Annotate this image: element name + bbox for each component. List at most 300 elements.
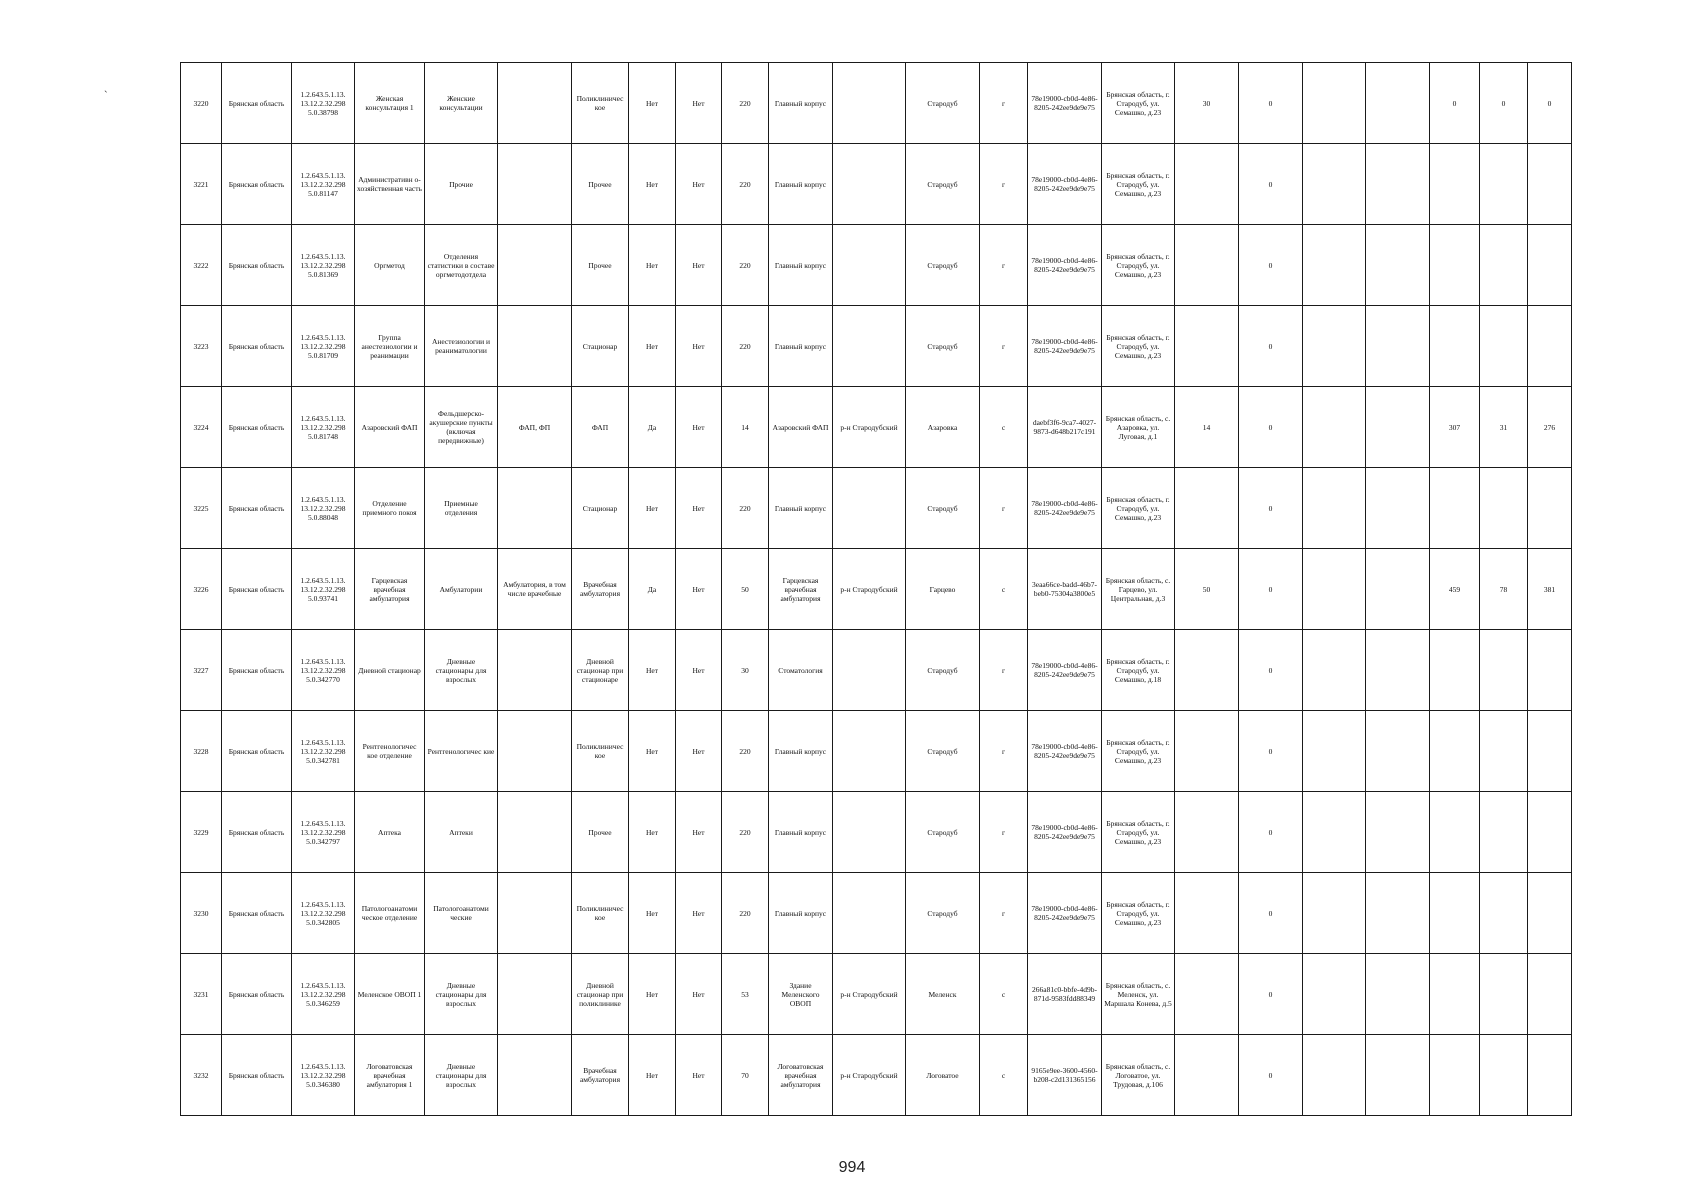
table-cell: Брянская область — [222, 873, 292, 954]
table-cell — [498, 144, 572, 225]
table-cell: Стародуб — [906, 144, 980, 225]
table-cell: Брянская область — [222, 306, 292, 387]
table-cell: 1.2.643.5.1.13. 13.12.2.32.298 5.0.342770 — [292, 630, 355, 711]
table-cell — [1480, 711, 1528, 792]
table-cell — [1303, 711, 1366, 792]
table-cell: 3231 — [181, 954, 222, 1035]
table-cell: Брянская область, г. Стародуб, ул. Семашко, д.23 — [1102, 711, 1175, 792]
table-cell: р-н Стародубский — [833, 1035, 906, 1116]
table-cell: Главный корпус — [769, 792, 833, 873]
table-cell: Брянская область, с. Гарцево, ул. Центральная, д.3 — [1102, 549, 1175, 630]
table-row — [181, 387, 1572, 468]
table-cell — [1430, 792, 1480, 873]
table-cell: Нет — [676, 387, 722, 468]
table-cell — [1430, 711, 1480, 792]
table-cell: Брянская область, г. Стародуб, ул. Семашко, д.18 — [1102, 630, 1175, 711]
table-cell: 220 — [722, 711, 769, 792]
table-cell — [1480, 144, 1528, 225]
table-cell: 78e19000-cb0d-4e86-8205-242ee9de9e75 — [1028, 630, 1102, 711]
table-cell: Главный корпус — [769, 144, 833, 225]
table-cell: Поликлиничес кое — [572, 711, 629, 792]
table-cell: Амбулатории — [425, 549, 498, 630]
table-row — [181, 225, 1572, 306]
table-cell — [1366, 549, 1430, 630]
table-cell: 0 — [1239, 954, 1303, 1035]
table-cell: 0 — [1480, 63, 1528, 144]
table-cell: Нет — [676, 873, 722, 954]
table-cell: Главный корпус — [769, 63, 833, 144]
table-cell: Стародуб — [906, 792, 980, 873]
table-cell: Брянская область, г. Стародуб, ул. Семашко, д.23 — [1102, 63, 1175, 144]
table-cell — [1303, 630, 1366, 711]
table-cell — [1366, 954, 1430, 1035]
table-cell: 1.2.643.5.1.13. 13.12.2.32.298 5.0.93741 — [292, 549, 355, 630]
table-cell: 3225 — [181, 468, 222, 549]
table-cell — [1303, 1035, 1366, 1116]
table-cell: Нет — [676, 225, 722, 306]
table-cell — [1303, 468, 1366, 549]
table-cell — [1528, 225, 1572, 306]
table-cell — [498, 225, 572, 306]
table-cell — [1480, 954, 1528, 1035]
table-cell: г — [980, 630, 1028, 711]
table-cell — [1366, 387, 1430, 468]
table-cell: Отделение приемного покоя — [355, 468, 425, 549]
table-cell: Нет — [676, 630, 722, 711]
table-cell — [1303, 144, 1366, 225]
table-cell: 0 — [1239, 225, 1303, 306]
table-cell: 0 — [1239, 711, 1303, 792]
table-cell: 3228 — [181, 711, 222, 792]
table-cell — [1480, 792, 1528, 873]
table-row — [181, 792, 1572, 873]
table-cell: Главный корпус — [769, 711, 833, 792]
table-cell — [1366, 792, 1430, 873]
table-cell: Административн о-хозяйственная часть — [355, 144, 425, 225]
table-cell — [1175, 306, 1239, 387]
table-cell: 3eaa66ce-badd-46b7-beb0-75304a3800e5 — [1028, 549, 1102, 630]
table-cell: 1.2.643.5.1.13. 13.12.2.32.298 5.0.81369 — [292, 225, 355, 306]
table-cell: с — [980, 1035, 1028, 1116]
table-cell: Брянская область — [222, 468, 292, 549]
table-cell: 220 — [722, 792, 769, 873]
table-cell — [498, 468, 572, 549]
table-cell — [1175, 630, 1239, 711]
table-cell — [1303, 873, 1366, 954]
table-cell: с — [980, 387, 1028, 468]
table-cell: г — [980, 792, 1028, 873]
table-cell — [1528, 1035, 1572, 1116]
table-cell — [498, 792, 572, 873]
table-cell: Главный корпус — [769, 468, 833, 549]
table-cell: Гарцевская врачебная амбулатория — [355, 549, 425, 630]
table-cell: Меленск — [906, 954, 980, 1035]
table-cell: Дневной стационар при стационаре — [572, 630, 629, 711]
table-cell — [1528, 954, 1572, 1035]
table-cell: 220 — [722, 144, 769, 225]
table-row — [181, 549, 1572, 630]
table-cell: 3229 — [181, 792, 222, 873]
table-cell: Нет — [676, 792, 722, 873]
table-cell: Нет — [629, 1035, 676, 1116]
table-cell: 0 — [1239, 63, 1303, 144]
table-cell: Брянская область — [222, 225, 292, 306]
table-cell — [1480, 1035, 1528, 1116]
table-cell — [1303, 549, 1366, 630]
table-cell: 3221 — [181, 144, 222, 225]
table-cell: Дневные стационары для взрослых — [425, 1035, 498, 1116]
table-cell — [1366, 225, 1430, 306]
table-cell — [1528, 144, 1572, 225]
table-row — [181, 468, 1572, 549]
table-cell — [1480, 630, 1528, 711]
table-cell — [833, 63, 906, 144]
table-cell: 1.2.643.5.1.13. 13.12.2.32.298 5.0.342797 — [292, 792, 355, 873]
table-cell: Брянская область — [222, 711, 292, 792]
table-row — [181, 1035, 1572, 1116]
table-cell: г — [980, 225, 1028, 306]
table-cell: 1.2.643.5.1.13. 13.12.2.32.298 5.0.88048 — [292, 468, 355, 549]
table-cell: 3230 — [181, 873, 222, 954]
table-cell — [1366, 1035, 1430, 1116]
table-cell: Азаровка — [906, 387, 980, 468]
table-cell — [1480, 468, 1528, 549]
table-cell: Аптеки — [425, 792, 498, 873]
table-cell: Да — [629, 549, 676, 630]
table-cell: Врачебная амбулатория — [572, 549, 629, 630]
table-row — [181, 711, 1572, 792]
table-cell: 78e19000-cb0d-4e86-8205-242ee9de9e75 — [1028, 306, 1102, 387]
table-cell — [498, 954, 572, 1035]
table-cell: Нет — [629, 468, 676, 549]
table-cell: Прочее — [572, 225, 629, 306]
table-cell — [498, 1035, 572, 1116]
table-row — [181, 306, 1572, 387]
table-cell: 0 — [1239, 873, 1303, 954]
table-cell: Нет — [629, 873, 676, 954]
table-cell: р-н Стародубский — [833, 954, 906, 1035]
table-cell — [1366, 468, 1430, 549]
table-cell — [1366, 711, 1430, 792]
table-cell: 9165e9ee-3600-4560-b208-c2d131365156 — [1028, 1035, 1102, 1116]
table-cell — [1175, 711, 1239, 792]
table-cell — [1430, 144, 1480, 225]
table-row — [181, 873, 1572, 954]
table-cell — [1430, 1035, 1480, 1116]
table-cell — [1528, 873, 1572, 954]
table-cell: Прочее — [572, 144, 629, 225]
table-cell: Нет — [676, 144, 722, 225]
table-cell: г — [980, 306, 1028, 387]
table-cell: 1.2.643.5.1.13. 13.12.2.32.298 5.0.81147 — [292, 144, 355, 225]
table-cell: 381 — [1528, 549, 1572, 630]
table-cell: Нет — [629, 225, 676, 306]
table-cell — [1303, 954, 1366, 1035]
table-cell: Брянская область — [222, 1035, 292, 1116]
table-cell — [1430, 225, 1480, 306]
table-cell: ФАП — [572, 387, 629, 468]
table-cell: 0 — [1239, 549, 1303, 630]
table-cell: Азаровский ФАП — [355, 387, 425, 468]
table-cell: 30 — [722, 630, 769, 711]
table-row — [181, 144, 1572, 225]
table-cell — [498, 306, 572, 387]
table-cell: Брянская область, с. Азаровка, ул. Луговая, д.1 — [1102, 387, 1175, 468]
table-cell — [833, 711, 906, 792]
table-cell: Меленское ОВОП 1 — [355, 954, 425, 1035]
table-cell: с — [980, 549, 1028, 630]
table-cell: Брянская область, г. Стародуб, ул. Семашко, д.23 — [1102, 225, 1175, 306]
table-cell: Стародуб — [906, 63, 980, 144]
table-cell: 0 — [1239, 306, 1303, 387]
table-cell: Брянская область — [222, 792, 292, 873]
table-cell: Стоматология — [769, 630, 833, 711]
table-cell: Азаровский ФАП — [769, 387, 833, 468]
table-cell: Нет — [629, 711, 676, 792]
table-cell: Нет — [676, 1035, 722, 1116]
table-cell: р-н Стародубский — [833, 549, 906, 630]
table-cell: 50 — [722, 549, 769, 630]
table-cell: Женская консультация 1 — [355, 63, 425, 144]
table-cell: Нет — [676, 468, 722, 549]
table-cell: Анестезиологии и реаниматологии — [425, 306, 498, 387]
table-row — [181, 63, 1572, 144]
table-cell — [1175, 873, 1239, 954]
table-cell: 0 — [1239, 387, 1303, 468]
table-cell — [1303, 225, 1366, 306]
table-cell: daebf3f6-9ca7-4027-9873-d648b217c191 — [1028, 387, 1102, 468]
table-cell: р-н Стародубский — [833, 387, 906, 468]
table-cell: г — [980, 711, 1028, 792]
table-cell: Нет — [629, 954, 676, 1035]
table-cell — [1175, 144, 1239, 225]
table-cell: 78e19000-cb0d-4e86-8205-242ee9de9e75 — [1028, 711, 1102, 792]
table-cell: 30 — [1175, 63, 1239, 144]
table-cell — [833, 792, 906, 873]
table-cell: Главный корпус — [769, 306, 833, 387]
table-cell: Главный корпус — [769, 873, 833, 954]
table-cell: Оргметод — [355, 225, 425, 306]
table-cell: Логоватое — [906, 1035, 980, 1116]
table-cell: Логоватовская врачебная амбулатория 1 — [355, 1035, 425, 1116]
table-cell: Аптека — [355, 792, 425, 873]
table-cell — [1528, 792, 1572, 873]
table-cell: 0 — [1239, 792, 1303, 873]
table-cell: 220 — [722, 306, 769, 387]
table-cell: Амбулатория, в том числе врачебные — [498, 549, 572, 630]
table-cell: 0 — [1239, 630, 1303, 711]
table-cell: 14 — [1175, 387, 1239, 468]
table-row — [181, 630, 1572, 711]
table-cell: Нет — [629, 630, 676, 711]
table-cell: 0 — [1239, 468, 1303, 549]
table-cell: 1.2.643.5.1.13. 13.12.2.32.298 5.0.346380 — [292, 1035, 355, 1116]
table-cell: Патологоанатоми ческое отделение — [355, 873, 425, 954]
table-cell: Стародуб — [906, 306, 980, 387]
table-cell: 50 — [1175, 549, 1239, 630]
table-cell: 220 — [722, 225, 769, 306]
table-cell — [1528, 711, 1572, 792]
table-cell: 78e19000-cb0d-4e86-8205-242ee9de9e75 — [1028, 468, 1102, 549]
table-cell: 1.2.643.5.1.13. 13.12.2.32.298 5.0.342805 — [292, 873, 355, 954]
table-cell: 14 — [722, 387, 769, 468]
table-cell: 1.2.643.5.1.13. 13.12.2.32.298 5.0.38798 — [292, 63, 355, 144]
table-cell: 78e19000-cb0d-4e86-8205-242ee9de9e75 — [1028, 144, 1102, 225]
table-cell: 220 — [722, 873, 769, 954]
table-cell — [1366, 873, 1430, 954]
table-row — [181, 954, 1572, 1035]
table-cell: Прочее — [572, 792, 629, 873]
table-cell: Брянская область, г. Стародуб, ул. Семашко, д.23 — [1102, 873, 1175, 954]
table-cell: 1.2.643.5.1.13. 13.12.2.32.298 5.0.342781 — [292, 711, 355, 792]
table-cell: Фельдшерско-акушерские пункты (включая передвижные) — [425, 387, 498, 468]
table-cell: Да — [629, 387, 676, 468]
table-cell — [1175, 1035, 1239, 1116]
table-cell: 78 — [1480, 549, 1528, 630]
table-cell: 3220 — [181, 63, 222, 144]
table-cell: Рентгенологичес кие — [425, 711, 498, 792]
table-cell: 220 — [722, 468, 769, 549]
table-cell — [1303, 306, 1366, 387]
table-cell: г — [980, 873, 1028, 954]
table-cell: Прочие — [425, 144, 498, 225]
table-cell: г — [980, 468, 1028, 549]
table-cell — [1366, 63, 1430, 144]
table-cell: 1.2.643.5.1.13. 13.12.2.32.298 5.0.81709 — [292, 306, 355, 387]
table-cell: Патологоанатоми ческие — [425, 873, 498, 954]
table-cell — [1528, 468, 1572, 549]
table-cell: Нет — [629, 792, 676, 873]
table-cell — [1430, 306, 1480, 387]
table-cell — [1528, 306, 1572, 387]
table-cell: Группа анестезиологии и реанимации — [355, 306, 425, 387]
table-cell: Главный корпус — [769, 225, 833, 306]
table-cell — [1528, 630, 1572, 711]
table-cell: 1.2.643.5.1.13. 13.12.2.32.298 5.0.346259 — [292, 954, 355, 1035]
table-cell: 1.2.643.5.1.13. 13.12.2.32.298 5.0.81748 — [292, 387, 355, 468]
table-cell — [833, 873, 906, 954]
table-cell: Брянская область — [222, 954, 292, 1035]
table-cell: 31 — [1480, 387, 1528, 468]
table-cell: Брянская область — [222, 549, 292, 630]
table-cell: 3224 — [181, 387, 222, 468]
table-cell — [1175, 225, 1239, 306]
table-cell: Стародуб — [906, 711, 980, 792]
table-cell: Нет — [629, 63, 676, 144]
table-cell: 78e19000-cb0d-4e86-8205-242ee9de9e75 — [1028, 792, 1102, 873]
table-cell: Рентгенологичес кое отделение — [355, 711, 425, 792]
table-cell: 78e19000-cb0d-4e86-8205-242ee9de9e75 — [1028, 225, 1102, 306]
table-cell: Стационар — [572, 306, 629, 387]
table-cell: Поликлиничес кое — [572, 873, 629, 954]
table-cell: 53 — [722, 954, 769, 1035]
table-cell: 0 — [1239, 144, 1303, 225]
table-cell: 3226 — [181, 549, 222, 630]
table-cell — [1303, 63, 1366, 144]
table-cell: Брянская область, г. Стародуб, ул. Семашко, д.23 — [1102, 468, 1175, 549]
table-cell: 220 — [722, 63, 769, 144]
table-cell: Здание Меленского ОВОП — [769, 954, 833, 1035]
table-cell: 307 — [1430, 387, 1480, 468]
table-cell: Дневной стационар — [355, 630, 425, 711]
table-cell: Нет — [676, 954, 722, 1035]
table-cell: Брянская область — [222, 630, 292, 711]
table-cell: г — [980, 144, 1028, 225]
table-cell: с — [980, 954, 1028, 1035]
table-cell: 266a81c0-bbfe-4d9b-871d-9583fdd88349 — [1028, 954, 1102, 1035]
table-cell: Стационар — [572, 468, 629, 549]
table-cell — [1480, 225, 1528, 306]
table-cell — [833, 306, 906, 387]
table-cell: Стародуб — [906, 468, 980, 549]
data-table — [180, 62, 1572, 1116]
table-cell — [1366, 630, 1430, 711]
table-cell: 3222 — [181, 225, 222, 306]
table-cell: 78e19000-cb0d-4e86-8205-242ee9de9e75 — [1028, 873, 1102, 954]
table-cell: Брянская область — [222, 144, 292, 225]
table-cell: Приемные отделения — [425, 468, 498, 549]
table-cell: Дневной стационар при поликлинике — [572, 954, 629, 1035]
table-cell: Брянская область, с. Логоватое, ул. Трудовая, д.106 — [1102, 1035, 1175, 1116]
table-cell: Брянская область — [222, 63, 292, 144]
table-cell: 3223 — [181, 306, 222, 387]
table-cell — [498, 63, 572, 144]
table-cell — [1175, 468, 1239, 549]
table-cell — [498, 630, 572, 711]
table-cell: Брянская область, г. Стародуб, ул. Семашко, д.23 — [1102, 306, 1175, 387]
table-cell: Стародуб — [906, 873, 980, 954]
page-number: 994 — [838, 1159, 866, 1176]
table-cell: 459 — [1430, 549, 1480, 630]
table-cell: Нет — [676, 711, 722, 792]
table-cell — [1366, 306, 1430, 387]
table-cell: 276 — [1528, 387, 1572, 468]
table-cell: Врачебная амбулатория — [572, 1035, 629, 1116]
table-cell: Нет — [676, 306, 722, 387]
scan-mark: ` — [104, 90, 108, 102]
table-cell: г — [980, 63, 1028, 144]
table-cell: Стародуб — [906, 630, 980, 711]
table-cell: Дневные стационары для взрослых — [425, 954, 498, 1035]
table-cell: Нет — [629, 144, 676, 225]
table-cell: Нет — [676, 63, 722, 144]
table-cell: 3227 — [181, 630, 222, 711]
table-cell — [1175, 792, 1239, 873]
table-cell — [833, 468, 906, 549]
table-cell: Дневные стационары для взрослых — [425, 630, 498, 711]
table-cell: Брянская область, г. Стародуб, ул. Семашко, д.23 — [1102, 792, 1175, 873]
table-cell: Нет — [629, 306, 676, 387]
table-cell — [1366, 144, 1430, 225]
table-cell: Женские консультации — [425, 63, 498, 144]
table-cell: Логоватовская врачебная амбулатория — [769, 1035, 833, 1116]
table-cell: 0 — [1430, 63, 1480, 144]
table-cell — [1430, 630, 1480, 711]
table-cell: 0 — [1528, 63, 1572, 144]
table-cell: Гарцевская врачебная амбулатория — [769, 549, 833, 630]
table-cell — [1303, 792, 1366, 873]
table-cell: Брянская область, с. Меленск, ул. Маршала Конева, д.5 — [1102, 954, 1175, 1035]
table-cell: Стародуб — [906, 225, 980, 306]
table-cell: ФАП, ФП — [498, 387, 572, 468]
table-cell: Нет — [676, 549, 722, 630]
table-cell: 0 — [1239, 1035, 1303, 1116]
table-cell: 70 — [722, 1035, 769, 1116]
table-cell: 3232 — [181, 1035, 222, 1116]
table-cell — [1480, 873, 1528, 954]
table-cell — [498, 711, 572, 792]
table-cell — [1175, 954, 1239, 1035]
